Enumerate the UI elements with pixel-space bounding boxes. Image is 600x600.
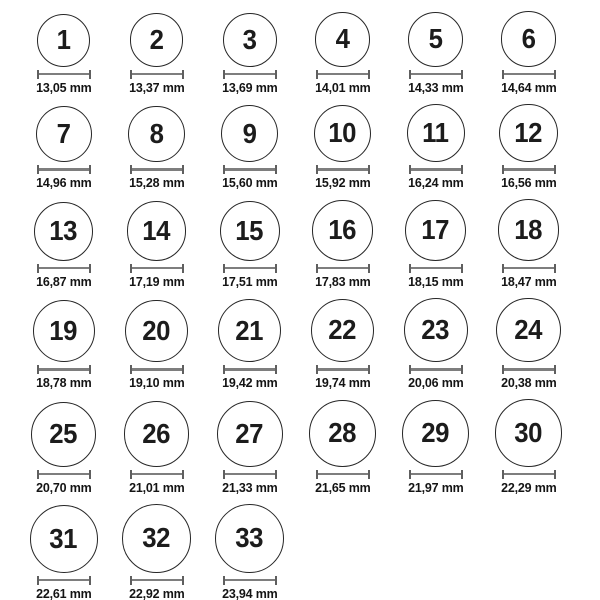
ring-size-number: 26	[142, 417, 171, 449]
measure-tick-right	[182, 365, 184, 374]
ring-size-item	[389, 200, 482, 288]
measure-tick-right	[461, 165, 463, 174]
ring-size-item	[482, 104, 575, 190]
ring-circle	[498, 199, 560, 261]
ring-size-item	[296, 200, 389, 288]
measure-tick-right	[368, 264, 370, 273]
ring-size-number: 19	[49, 315, 78, 346]
diameter-measure-line	[130, 264, 184, 273]
ring-size-number: 12	[514, 116, 543, 148]
diameter-measure-line	[316, 264, 370, 273]
measure-bar	[504, 267, 554, 270]
diameter-measure-line	[223, 70, 277, 79]
diameter-measure-line	[223, 470, 277, 479]
measure-tick-right	[89, 70, 91, 79]
ring-size-item	[389, 298, 482, 389]
diameter-label: 13,69 mm	[221, 79, 278, 95]
ring-circle	[34, 202, 93, 261]
diameter-label: 17,19 mm	[128, 273, 185, 289]
diameter-measure-line	[130, 165, 184, 174]
measure-tick-right	[182, 576, 184, 585]
ring-size-number: 16	[328, 214, 357, 246]
diameter-measure-line	[130, 576, 184, 585]
ring-size-item	[203, 401, 296, 494]
ring-size-item	[17, 106, 110, 189]
diameter-measure-line	[316, 165, 370, 174]
ring-circle	[127, 201, 187, 261]
ring-size-number: 7	[56, 118, 71, 149]
ring-circle	[405, 200, 466, 261]
ring-circle	[496, 298, 561, 363]
diameter-measure-line	[130, 70, 184, 79]
measure-tick-right	[89, 264, 91, 273]
measure-bar	[225, 368, 275, 371]
ring-size-item	[482, 199, 575, 288]
measure-bar	[225, 73, 275, 76]
measure-bar	[411, 473, 461, 476]
measure-bar	[504, 368, 554, 371]
diameter-label: 19,10 mm	[128, 375, 185, 390]
ring-size-item	[110, 106, 203, 190]
measure-tick-right	[554, 165, 556, 174]
ring-circle	[223, 13, 277, 67]
ring-size-number: 32	[142, 522, 171, 554]
ring-size-item	[203, 105, 296, 189]
ring-circle	[315, 12, 370, 67]
ring-size-number: 9	[242, 117, 257, 149]
measure-bar	[411, 73, 461, 76]
diameter-label: 20,38 mm	[500, 375, 557, 390]
diameter-measure-line	[223, 264, 277, 273]
diameter-label: 22,92 mm	[128, 585, 185, 600]
diameter-label: 21,97 mm	[407, 479, 464, 495]
ring-size-item	[389, 12, 482, 94]
ring-size-number: 4	[335, 23, 350, 55]
measure-bar	[225, 473, 275, 476]
measure-tick-right	[182, 70, 184, 79]
ring-circle	[407, 104, 465, 162]
measure-bar	[39, 168, 89, 171]
ring-size-number: 13	[49, 215, 78, 246]
measure-tick-right	[368, 365, 370, 374]
measure-tick-right	[368, 165, 370, 174]
ring-circle	[124, 401, 190, 467]
measure-bar	[225, 267, 275, 270]
measure-bar	[39, 73, 89, 76]
diameter-label: 17,83 mm	[314, 273, 371, 289]
measure-bar	[318, 73, 368, 76]
ring-circle	[33, 300, 95, 362]
diameter-measure-line	[409, 470, 463, 479]
diameter-measure-line	[37, 165, 91, 174]
measure-bar	[504, 73, 554, 76]
measure-tick-right	[89, 165, 91, 174]
measure-bar	[411, 368, 461, 371]
ring-circle	[128, 106, 185, 163]
ring-size-number: 8	[149, 117, 164, 149]
ring-circle	[31, 402, 96, 467]
ring-size-item	[203, 13, 296, 94]
diameter-measure-line	[223, 165, 277, 174]
measure-tick-right	[275, 70, 277, 79]
ring-circle	[404, 298, 468, 362]
ring-size-item	[203, 504, 296, 600]
measure-bar	[132, 267, 182, 270]
measure-tick-right	[182, 470, 184, 479]
measure-bar	[132, 579, 182, 582]
diameter-label: 21,01 mm	[128, 479, 185, 495]
measure-bar	[39, 267, 89, 270]
ring-size-item	[17, 202, 110, 288]
ring-size-item	[17, 300, 110, 389]
diameter-label: 13,37 mm	[128, 79, 185, 95]
ring-circle	[36, 106, 92, 162]
diameter-label: 19,74 mm	[314, 375, 371, 390]
ring-size-number: 33	[235, 522, 264, 553]
diameter-label: 18,47 mm	[500, 273, 557, 289]
ring-size-number: 28	[328, 417, 357, 449]
ring-size-number: 17	[421, 214, 450, 245]
ring-size-number: 15	[235, 214, 264, 246]
ring-size-number: 14	[142, 214, 171, 246]
diameter-label: 14,01 mm	[314, 79, 371, 95]
diameter-label: 14,96 mm	[35, 175, 92, 190]
ring-circle	[130, 13, 184, 67]
ring-circle	[122, 504, 191, 573]
ring-size-number: 22	[328, 314, 357, 346]
ring-size-item	[296, 299, 389, 390]
chart-row	[17, 104, 600, 190]
ring-size-number: 31	[49, 522, 78, 554]
ring-size-number: 24	[514, 313, 543, 345]
ring-size-number: 2	[149, 23, 164, 55]
ring-circle	[314, 105, 372, 163]
measure-tick-right	[554, 70, 556, 79]
ring-circle	[495, 399, 563, 467]
measure-tick-right	[554, 365, 556, 374]
measure-tick-right	[461, 264, 463, 273]
ring-size-item	[110, 401, 203, 494]
ring-size-item	[389, 400, 482, 494]
diameter-measure-line	[409, 70, 463, 79]
diameter-measure-line	[316, 70, 370, 79]
measure-bar	[39, 368, 89, 371]
diameter-measure-line	[130, 365, 184, 374]
measure-tick-right	[89, 576, 91, 585]
measure-bar	[504, 168, 554, 171]
ring-circle	[311, 299, 375, 363]
diameter-measure-line	[409, 365, 463, 374]
ring-circle	[215, 504, 284, 573]
measure-bar	[318, 267, 368, 270]
ring-circle	[221, 105, 278, 162]
ring-size-number: 6	[521, 22, 536, 54]
diameter-measure-line	[502, 470, 556, 479]
measure-bar	[132, 368, 182, 371]
measure-tick-right	[461, 365, 463, 374]
ring-circle	[312, 200, 373, 261]
ring-size-item	[482, 399, 575, 494]
ring-size-number: 5	[428, 23, 443, 54]
diameter-measure-line	[316, 365, 370, 374]
measure-tick-right	[275, 470, 277, 479]
ring-size-item	[482, 11, 575, 94]
measure-bar	[225, 168, 275, 171]
measure-tick-right	[182, 165, 184, 174]
ring-size-number: 21	[235, 314, 264, 346]
diameter-measure-line	[502, 165, 556, 174]
ring-size-item	[110, 201, 203, 288]
ring-size-item	[110, 504, 203, 600]
diameter-label: 20,70 mm	[35, 479, 92, 495]
measure-tick-right	[182, 264, 184, 273]
ring-circle	[220, 201, 280, 261]
measure-tick-right	[554, 470, 556, 479]
diameter-measure-line	[409, 165, 463, 174]
measure-tick-right	[554, 264, 556, 273]
measure-bar	[318, 473, 368, 476]
ring-circle	[402, 400, 469, 467]
diameter-measure-line	[37, 365, 91, 374]
measure-tick-right	[368, 470, 370, 479]
measure-tick-right	[275, 264, 277, 273]
diameter-label: 21,65 mm	[314, 479, 371, 495]
diameter-label: 16,87 mm	[35, 273, 92, 289]
ring-size-item	[110, 300, 203, 390]
ring-circle	[30, 505, 98, 573]
diameter-measure-line	[502, 70, 556, 79]
diameter-label: 17,51 mm	[221, 273, 278, 289]
ring-circle	[499, 104, 558, 163]
ring-size-number: 18	[514, 213, 543, 245]
diameter-measure-line	[223, 365, 277, 374]
measure-bar	[318, 168, 368, 171]
ring-size-item	[482, 298, 575, 390]
measure-bar	[411, 168, 461, 171]
measure-tick-right	[368, 70, 370, 79]
diameter-label: 18,78 mm	[35, 375, 92, 390]
diameter-label: 18,15 mm	[407, 273, 464, 289]
ring-size-item	[203, 299, 296, 389]
diameter-measure-line	[130, 470, 184, 479]
ring-circle	[408, 12, 463, 67]
diameter-measure-line	[37, 576, 91, 585]
chart-row	[17, 504, 600, 600]
measure-tick-right	[275, 165, 277, 174]
ring-size-number: 30	[514, 416, 543, 448]
diameter-label: 15,60 mm	[221, 175, 278, 190]
diameter-measure-line	[502, 365, 556, 374]
ring-size-number: 3	[242, 23, 257, 55]
diameter-label: 13,05 mm	[35, 79, 92, 95]
diameter-label: 23,94 mm	[221, 585, 278, 600]
ring-size-item	[296, 105, 389, 190]
ring-size-number: 29	[421, 417, 450, 448]
measure-bar	[504, 473, 554, 476]
chart-row	[17, 298, 600, 390]
ring-size-item	[389, 104, 482, 189]
diameter-label: 15,92 mm	[314, 175, 371, 190]
measure-bar	[318, 368, 368, 371]
diameter-label: 20,06 mm	[407, 375, 464, 390]
measure-bar	[39, 473, 89, 476]
diameter-label: 15,28 mm	[128, 175, 185, 190]
ring-size-item	[17, 505, 110, 600]
diameter-measure-line	[37, 70, 91, 79]
ring-circle	[309, 400, 376, 467]
ring-size-number: 10	[328, 117, 357, 149]
measure-bar	[225, 579, 275, 582]
diameter-label: 22,61 mm	[35, 585, 92, 600]
measure-bar	[132, 168, 182, 171]
ring-size-number: 11	[422, 117, 449, 148]
diameter-measure-line	[37, 470, 91, 479]
ring-size-number: 20	[142, 314, 171, 346]
measure-tick-right	[461, 70, 463, 79]
diameter-label: 14,33 mm	[407, 79, 464, 95]
ring-size-item	[296, 12, 389, 94]
diameter-label: 22,29 mm	[500, 479, 557, 495]
ring-size-item	[110, 13, 203, 94]
ring-circle	[37, 14, 90, 67]
measure-bar	[132, 473, 182, 476]
diameter-measure-line	[409, 264, 463, 273]
diameter-label: 16,24 mm	[407, 175, 464, 190]
diameter-measure-line	[37, 264, 91, 273]
measure-bar	[411, 267, 461, 270]
diameter-measure-line	[316, 470, 370, 479]
ring-size-item	[17, 402, 110, 494]
ring-size-number: 23	[421, 314, 450, 345]
chart-row	[17, 199, 600, 288]
ring-circle	[501, 11, 557, 67]
ring-size-item	[203, 201, 296, 288]
measure-tick-right	[89, 470, 91, 479]
chart-row	[17, 399, 600, 494]
ring-size-item	[17, 14, 110, 94]
measure-tick-right	[275, 576, 277, 585]
diameter-label: 21,33 mm	[221, 479, 278, 495]
ring-circle	[218, 299, 281, 362]
chart-row	[17, 11, 600, 94]
diameter-label: 16,56 mm	[500, 175, 557, 190]
measure-bar	[132, 73, 182, 76]
diameter-measure-line	[223, 576, 277, 585]
diameter-label: 14,64 mm	[500, 79, 557, 95]
ring-size-item	[296, 400, 389, 494]
measure-tick-right	[89, 365, 91, 374]
measure-tick-right	[275, 365, 277, 374]
diameter-measure-line	[502, 264, 556, 273]
measure-tick-right	[461, 470, 463, 479]
ring-circle	[217, 401, 283, 467]
measure-bar	[39, 579, 89, 582]
ring-size-number: 1	[56, 24, 71, 55]
ring-size-number: 27	[235, 417, 264, 449]
ring-circle	[125, 300, 188, 363]
ring-size-number: 25	[49, 418, 78, 449]
diameter-label: 19,42 mm	[221, 375, 278, 390]
